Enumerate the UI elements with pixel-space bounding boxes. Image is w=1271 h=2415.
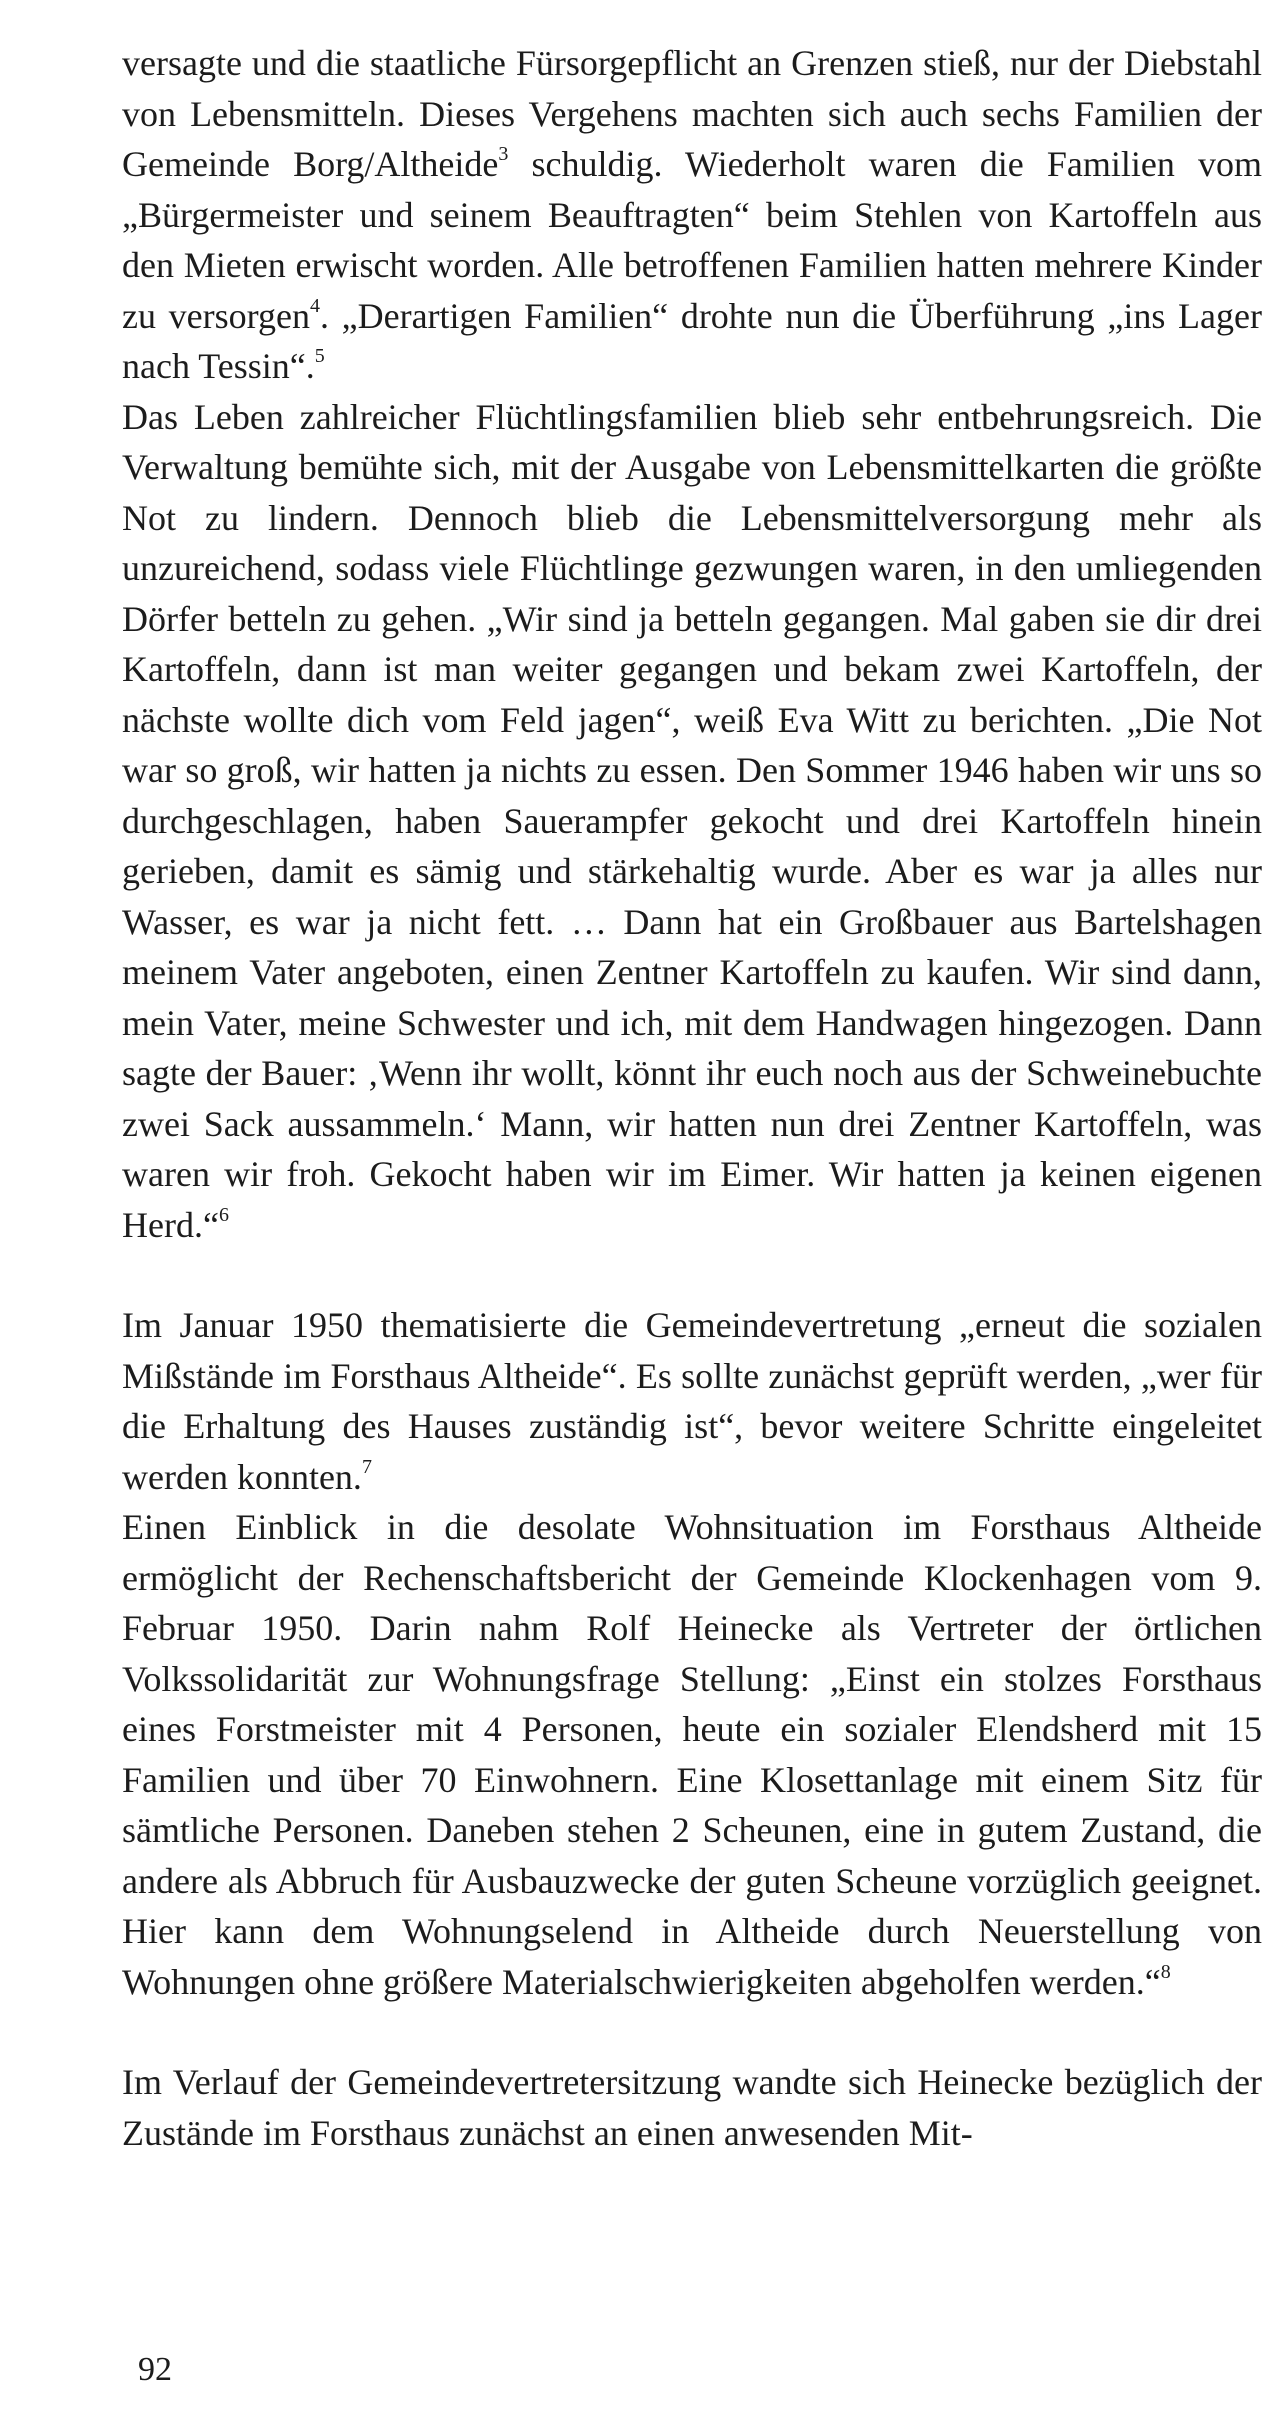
paragraph xyxy=(122,392,1262,1251)
paragraph-text: Im Verlauf der Gemeindevertretersitzung wandte sich Heinecke bezüglich der Zustände im Forsthaus zunächst an einen anwesenden Mit- xyxy=(122,2062,1262,2153)
footnote-marker: 6 xyxy=(218,1203,229,1226)
paragraph xyxy=(122,2057,1262,2158)
paragraph-text: . „Derartigen Familien“ drohte nun die Überführung „ins Lager nach Tessin“. xyxy=(122,295,1262,386)
paragraph-text: versagte und die staatliche Fürsorgepflicht an Grenzen stieß, nur der Diebstahl von Lebensmitteln. Dieses Vergehens machten sich auch sechs Familien der Gemeinde Borg/Altheide xyxy=(122,43,1262,184)
paragraph xyxy=(122,1300,1262,1502)
footnote-marker: 3 xyxy=(498,143,509,165)
paragraph-text: Im Januar 1950 thematisierte die Gemeindevertretung „erneut die sozialen Mißstände im Forsthaus Altheide“. Es sollte zunächst geprüft werden, „wer für die Erhaltung des Hauses zuständig ist“, bevor weitere Schritte eingeleitet werden konnten. xyxy=(122,1305,1262,1497)
footnote-marker: 7 xyxy=(361,1455,372,1478)
page-body-text xyxy=(122,38,1262,2158)
paragraph-text: Das Leben zahlreicher Flüchtlingsfamilien blieb sehr entbehrungsreich. Die Verwaltung bemühte sich, mit der Ausgabe von Lebensmittelkarten die größte Not zu lindern. Dennoch blieb die Lebensmittelversorgung mehr als unzureichend, sodass viele Flüchtlinge gezwungen waren, in den umliegenden Dörfer betteln zu gehen. „Wir sind ja betteln gegangen. Mal gaben sie dir drei Kartoffeln, dann ist man weiter gegangen und bekam zwei Kartoffeln, der nächste wollte dich vom Feld jagen“, weiß Eva Witt zu berichten. „Die Not war so groß, wir hatten ja nichts zu essen. Den Sommer 1946 haben wir uns so durchgeschlagen, haben Sauerampfer gekocht und drei Kartoffeln hinein gerieben, damit es sämig und stärkehaltig wurde. Aber es war ja alles nur Wasser, es war ja nicht fett. … Dann hat ein Großbauer aus Bartelshagen meinem Vater angeboten, einen Zentner Kartoffeln zu kaufen. Wir sind dann, mein Vater, meine Schwester und ich, mit dem Handwagen hingezogen. Dann sagte der Bauer: ‚Wenn ihr wollt, könnt ihr euch noch aus der Schweinebuchte zwei Sack aussammeln.‘ Mann, wir hatten nun drei Zentner Kartoffeln, was waren wir froh. Gekocht haben wir im Eimer. Wir hatten ja keinen eigenen Herd.“ xyxy=(122,396,1262,1245)
paragraph-text: schuldig. Wiederholt waren die Familien vom „Bürgermeister und seinem Beauftragten“ beim Stehlen von Kartoffeln aus den Mieten erwischt worden. Alle betroffenen Familien hatten mehrere Kinder zu versorgen xyxy=(122,144,1263,336)
page-number: 92 xyxy=(138,2351,172,2388)
footnote-marker: 8 xyxy=(1160,1960,1171,1983)
footnote-marker: 4 xyxy=(309,294,320,317)
paragraph xyxy=(122,1502,1262,2007)
paragraph xyxy=(122,38,1262,392)
footnote-marker: 5 xyxy=(314,345,325,367)
paragraph-text: Einen Einblick in die desolate Wohnsituation im Forsthaus Altheide ermöglicht der Rechenschaftsbericht der Gemeinde Klockenhagen vom 9. Februar 1950. Darin nahm Rolf Heinecke als Vertreter der örtlichen Volkssolidarität zur Wohnungsfrage Stellung: „Einst ein stolzes Forsthaus eines Forstmeister mit 4 Personen, heute ein sozialer Elendsherd mit 15 Familien und über 70 Einwohnern. Eine Klosettanlage mit einem Sitz für sämtliche Personen. Daneben stehen 2 Scheunen, eine in gutem Zustand, die andere als Abbruch für Ausbauzwecke der guten Scheune vorzüglich geeignet. Hier kann dem Wohnungselend in Altheide durch Neuerstellung von Wohnungen ohne größere Materialschwierigkeiten abgeholfen werden.“ xyxy=(122,1507,1262,2002)
